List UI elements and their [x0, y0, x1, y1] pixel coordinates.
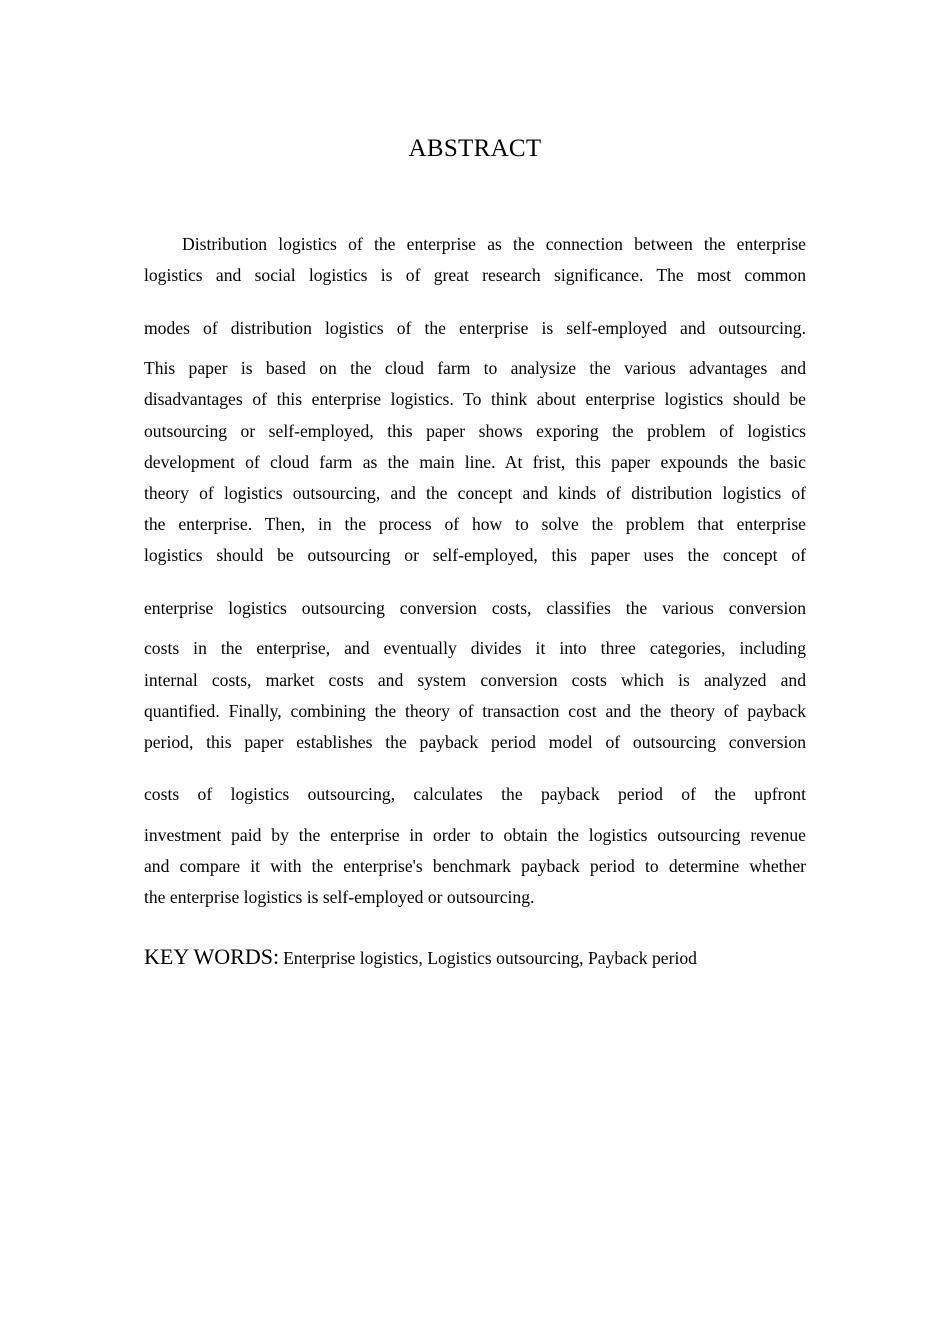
abstract-line: costs of logistics outsourcing, calculates the payback period of the upfront [144, 784, 806, 805]
abstract-line: This paper is based on the cloud farm to analysize the various advantages and [144, 358, 806, 379]
abstract-title: ABSTRACT [408, 135, 542, 162]
abstract-line: logistics and social logistics is of great research significance. The most common [144, 265, 806, 286]
abstract-line: disadvantages of this enterprise logistics. To think about enterprise logistics should be [144, 389, 806, 410]
abstract-line: and compare it with the enterprise's benchmark payback period to determine whether [144, 856, 806, 877]
abstract-line: outsourcing or self-employed, this paper shows exporing the problem of logistics [144, 420, 806, 441]
abstract-line: internal costs, market costs and system conversion costs which is analyzed and [144, 669, 806, 690]
abstract-body [144, 232, 806, 916]
keywords-label: KEY WORDS: [144, 944, 280, 969]
abstract-line: investment paid by the enterprise in order to obtain the logistics outsourcing revenue [144, 824, 806, 845]
keywords-text: Enterprise logistics, Logistics outsourcing, Payback period [283, 948, 697, 968]
abstract-line: the enterprise. Then, in the process of how to solve the problem that enterprise [144, 514, 806, 535]
abstract-line: logistics should be outsourcing or self-employed, this paper uses the concept of [144, 545, 806, 566]
abstract-line: Distribution logistics of the enterprise as the connection between the enterprise [182, 234, 806, 254]
abstract-line: costs in the enterprise, and eventually divides it into three categories, including [144, 638, 806, 659]
abstract-line: theory of logistics outsourcing, and the concept and kinds of distribution logistics of [144, 482, 806, 503]
abstract-line: period, this paper establishes the payback period model of outsourcing conversion [144, 731, 806, 752]
abstract-line: enterprise logistics outsourcing conversion costs, classifies the various conversion [144, 597, 806, 618]
abstract-line: quantified. Finally, combining the theory of transaction cost and the theory of payback [144, 700, 806, 721]
abstract-line: modes of distribution logistics of the enterprise is self-employed and outsourcing. [144, 317, 806, 338]
abstract-line: the enterprise logistics is self-employed or outsourcing. [144, 887, 535, 908]
keywords-line [144, 944, 806, 973]
abstract-line: development of cloud farm as the main line. At frist, this paper expounds the basic [144, 451, 806, 472]
